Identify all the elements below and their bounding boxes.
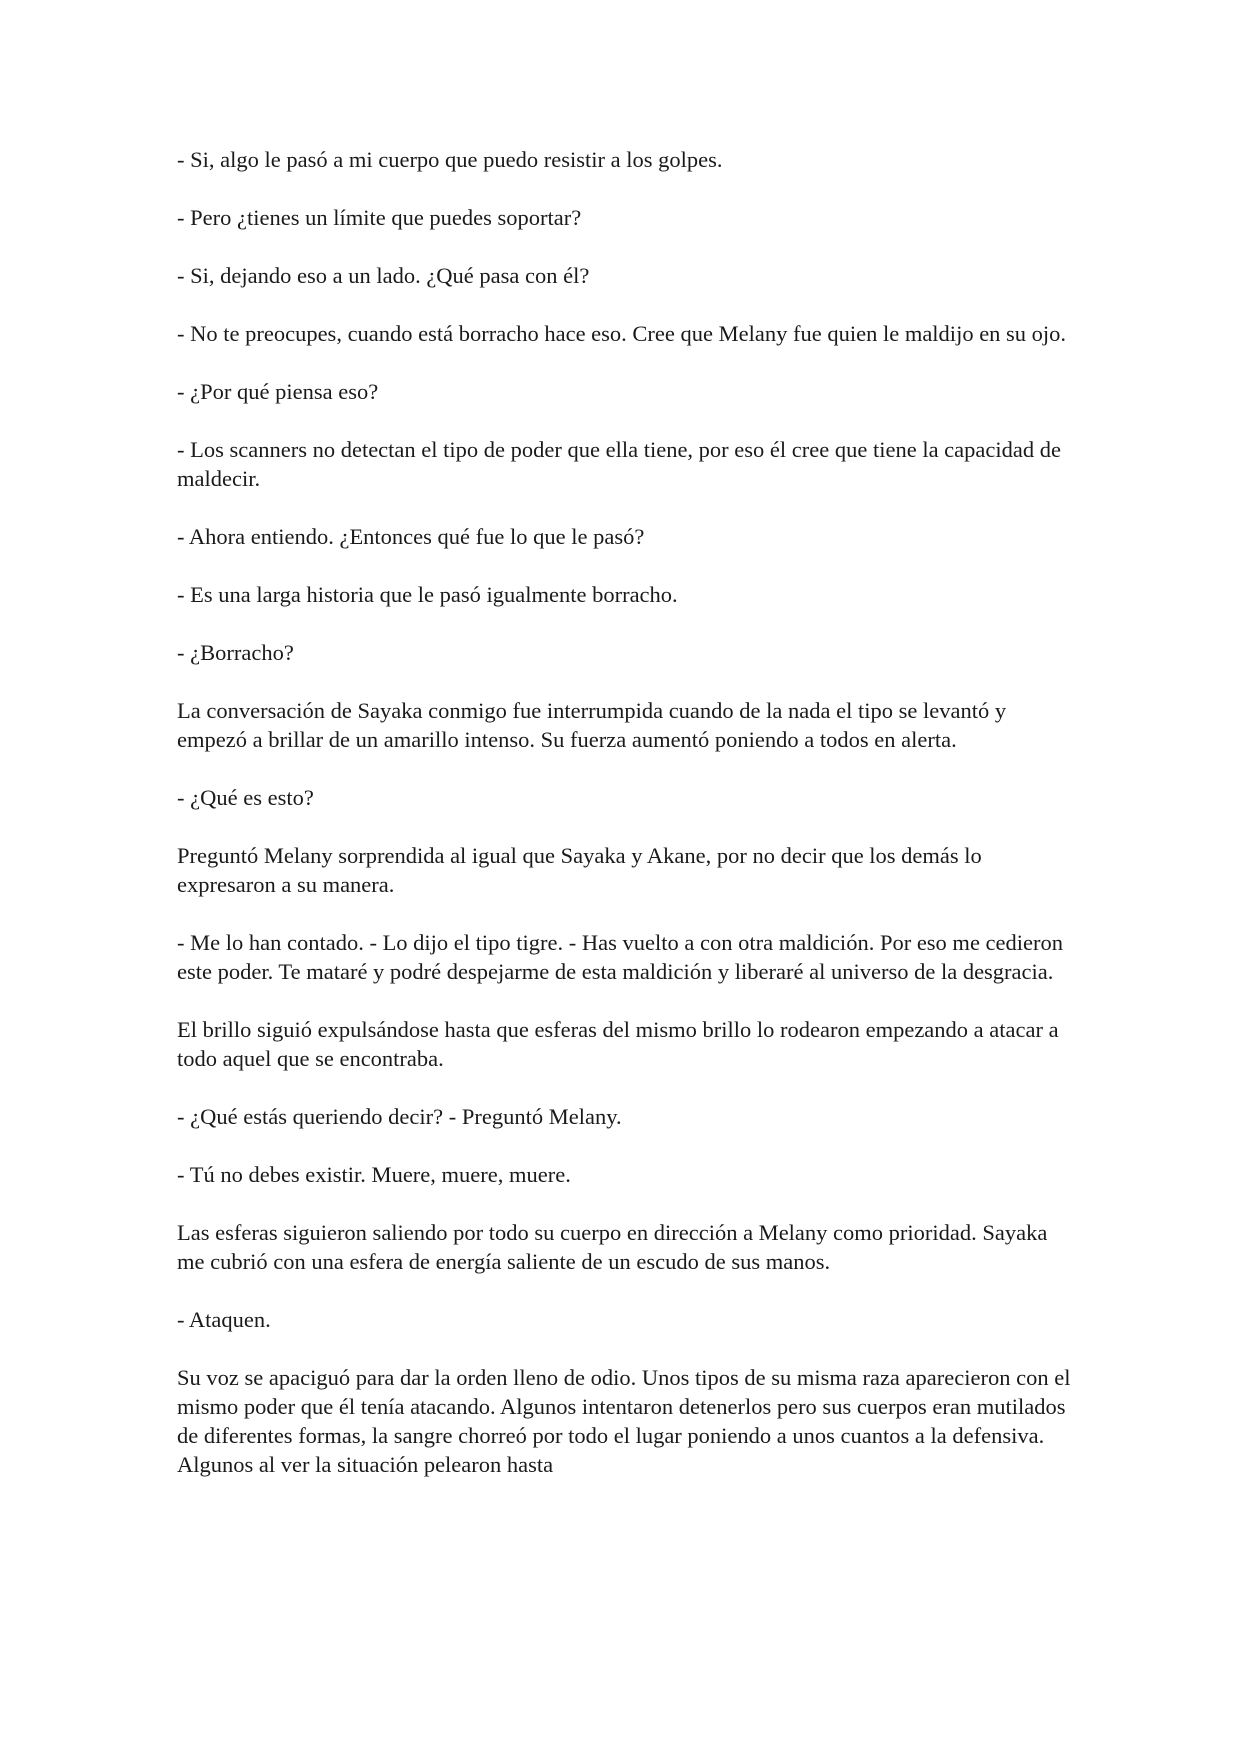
paragraph: - Si, algo le pasó a mi cuerpo que puedo resistir a los golpes. <box>177 147 723 172</box>
paragraph: El brillo siguió expulsándose hasta que esferas del mismo brillo lo rodearon empezando a atacar a todo aquel que se encontraba. <box>177 1017 1059 1071</box>
paragraph: - Ataquen. <box>177 1307 271 1332</box>
paragraph: - Si, dejando eso a un lado. ¿Qué pasa con él? <box>177 263 590 288</box>
paragraph: - ¿Por qué piensa eso? <box>177 379 379 404</box>
paragraph: - Tú no debes existir. Muere, muere, muere. <box>177 1162 571 1187</box>
paragraph: Su voz se apaciguó para dar la orden lleno de odio. Unos tipos de su misma raza aparecieron con el mismo poder que él tenía atacando. Algunos intentaron detenerlos pero sus cuerpos eran mutilados de diferentes formas, la sangre chorreó por todo el lugar poniendo a unos cuantos a la defensiva. Algunos al ver la situación pelearon hasta <box>177 1365 1071 1477</box>
paragraph: La conversación de Sayaka conmigo fue interrumpida cuando de la nada el tipo se levantó y empezó a brillar de un amarillo intenso. Su fuerza aumentó poniendo a todos en alerta. <box>177 698 1007 752</box>
paragraph: Preguntó Melany sorprendida al igual que Sayaka y Akane, por no decir que los demás lo expresaron a su manera. <box>177 843 982 897</box>
paragraph: - Pero ¿tienes un límite que puedes soportar? <box>177 205 582 230</box>
paragraph: - ¿Qué es esto? <box>177 785 314 810</box>
paragraph: Las esferas siguieron saliendo por todo su cuerpo en dirección a Melany como prioridad. Sayaka me cubrió con una esfera de energía saliente de un escudo de sus manos. <box>177 1220 1048 1274</box>
paragraph: - ¿Qué estás queriendo decir? - Preguntó Melany. <box>177 1104 622 1129</box>
paragraph: - ¿Borracho? <box>177 640 294 665</box>
paragraph: - Es una larga historia que le pasó igualmente borracho. <box>177 582 678 607</box>
document-body <box>177 145 1077 1508</box>
paragraph: - No te preocupes, cuando está borracho hace eso. Cree que Melany fue quien le maldijo en su ojo. <box>177 321 1067 346</box>
paragraph: - Me lo han contado. - Lo dijo el tipo tigre. - Has vuelto a con otra maldición. Por eso me cedieron este poder. Te mataré y podré despejarme de esta maldición y liberaré al universo de la desgracia. <box>177 930 1064 984</box>
paragraph: - Ahora entiendo. ¿Entonces qué fue lo que le pasó? <box>177 524 645 549</box>
paragraph: - Los scanners no detectan el tipo de poder que ella tiene, por eso él cree que tiene la capacidad de maldecir. <box>177 437 1061 491</box>
